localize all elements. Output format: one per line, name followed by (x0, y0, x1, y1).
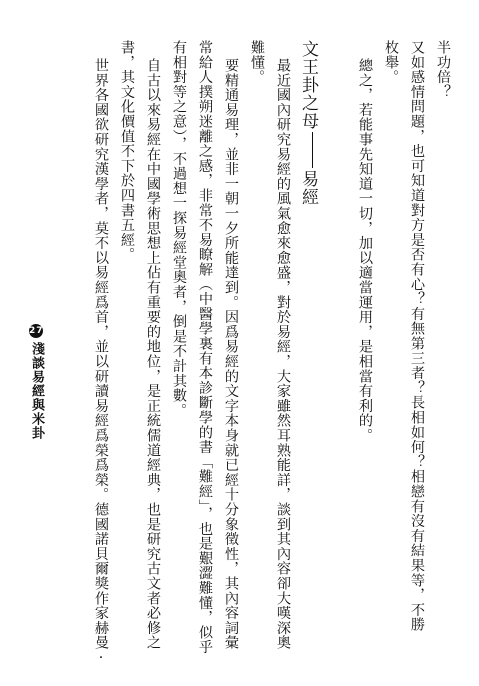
heading-dash (312, 132, 314, 168)
heading-left: 文王卦之母 (298, 40, 318, 130)
text-column-4: 總之，若能事先知道一切，加以適當運用，是相當有利的。 (357, 58, 373, 443)
text-column-12: 自古以來易經在中國學術思想上佔有重要的地位，是正統儒道經典，也是研究古文者必修之 (145, 58, 161, 650)
text-column-14: 世界各國欲研究漢學者，莫不以易經爲首，並以研讀易經爲榮爲榮。德國諾貝爾獎作家赫曼· (93, 58, 109, 667)
running-header (27, 324, 46, 440)
heading-right: 易經 (298, 170, 318, 206)
book-title: 淺談易經與米卦 (29, 342, 44, 440)
text-column-7: 最近國內研究易經的風氣愈來愈盛，對於易經，大家雖然耳熟能詳，談到其內容卻大嘆深奧 (275, 58, 291, 650)
text-column-13: 書，其文化價值不下於四書五經。 (119, 40, 135, 262)
text-column-1: 半功倍？ (435, 40, 451, 100)
page-number: 27 (29, 326, 44, 336)
text-column-2: 又如感情問題，也可知道對方是否有心？有無第三者？長相如何？相戀有沒有結果等，不勝 (409, 40, 425, 632)
section-heading (297, 40, 319, 206)
text-column-3: 枚舉。 (383, 40, 399, 85)
text-column-9: 要精通易理，並非一朝一夕所能達到。因爲易經的文字本身就已經十分象徵性，其內容詞彙 (223, 58, 239, 650)
text-column-10: 常給人撲朔迷離之感，非常不易瞭解（中醫學裏有本診斷學的書「難經」，也是艱澀難懂，似乎 (197, 40, 213, 655)
text-column-11: 有相對等之意），不過想一探易經堂奧者，倒是不計其數。 (171, 40, 187, 418)
text-column-8: 難懂。 (249, 40, 265, 85)
